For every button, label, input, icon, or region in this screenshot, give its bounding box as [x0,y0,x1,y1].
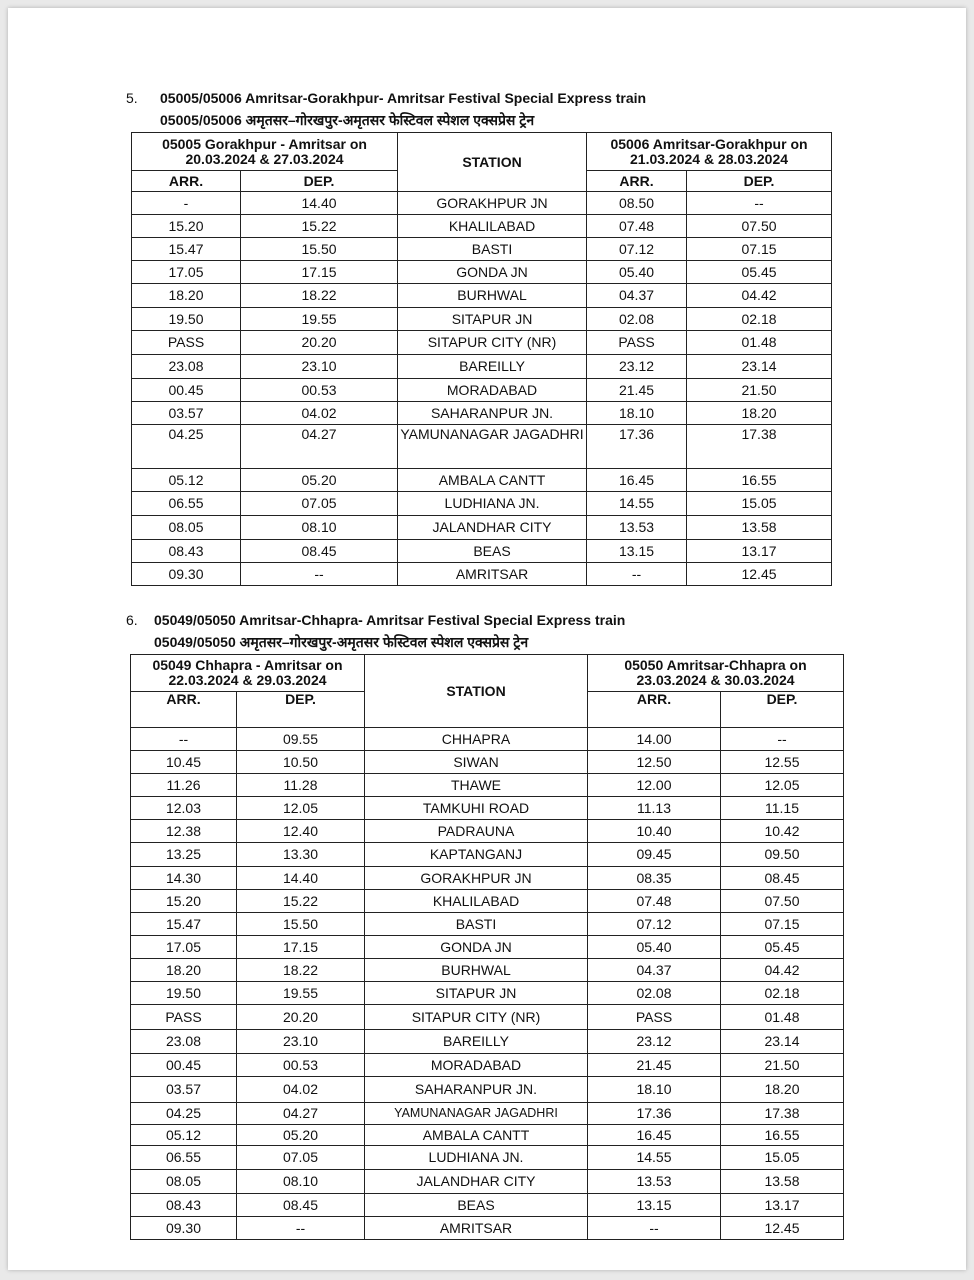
table-row [132,563,832,586]
table-header-row [132,133,832,171]
station-cell: GONDA JN [398,261,587,284]
section-title-text: 05049/05050 Amritsar-Chhapra- Amritsar Festival Special Express train [154,612,626,628]
dep-time-cell: 09.50 [721,843,844,867]
arr-time-cell: 05.12 [132,469,241,492]
arr-time-cell: 12.03 [131,797,237,820]
arr-header: ARR. [131,692,237,728]
arr-time-cell: 15.20 [132,215,241,238]
table-row [132,284,832,308]
table-row [131,728,844,751]
table-header-row [131,655,844,692]
arr-time-cell: PASS [588,1005,721,1030]
arr-time-cell: 15.20 [131,890,237,913]
station-cell: JALANDHAR CITY [398,516,587,540]
table-row [132,516,832,540]
dep-time-cell: -- [241,563,398,586]
dep-time-cell: 15.50 [241,238,398,261]
arr-time-cell: -- [588,1217,721,1240]
dep-time-cell: 17.15 [241,261,398,284]
table-row [132,469,832,492]
station-cell: BAREILLY [398,355,587,379]
right-train-header: 05050 Amritsar-Chhapra on 23.03.2024 & 30.03.2024 [588,655,844,692]
station-cell: SITAPUR CITY (NR) [398,331,587,355]
arr-time-cell: 19.50 [131,982,237,1005]
station-cell: KHALILABAD [398,215,587,238]
arr-time-cell: 05.40 [587,261,687,284]
dep-time-cell: 15.05 [721,1146,844,1170]
arr-time-cell: 13.25 [131,843,237,867]
station-cell: SITAPUR JN [398,308,587,331]
table-row [131,959,844,982]
dep-time-cell: 01.48 [721,1005,844,1030]
section-number: 5. [126,90,138,106]
arr-time-cell: 23.12 [588,1030,721,1054]
arr-time-cell: 05.12 [131,1125,237,1146]
dep-time-cell: 00.53 [241,379,398,402]
section-6-title [126,610,625,630]
dep-time-cell: 08.10 [241,516,398,540]
arr-time-cell: 08.43 [131,1194,237,1217]
dep-time-cell: 09.55 [237,728,365,751]
dep-time-cell: 12.55 [721,751,844,774]
dep-time-cell: 23.14 [687,355,832,379]
arr-time-cell: 03.57 [132,402,241,425]
arr-time-cell: 10.40 [588,820,721,843]
station-cell: YAMUNANAGAR JAGADHRI [365,1103,588,1125]
arr-time-cell: 16.45 [587,469,687,492]
dep-time-cell: 19.55 [241,308,398,331]
dep-time-cell: 04.27 [237,1103,365,1125]
arr-time-cell: 07.48 [587,215,687,238]
dep-time-cell: 18.20 [721,1077,844,1103]
dep-time-cell: 12.45 [721,1217,844,1240]
station-cell: PADRAUNA [365,820,588,843]
table-row [132,192,832,215]
table-row [132,308,832,331]
dep-time-cell: 07.50 [687,215,832,238]
station-cell: AMRITSAR [365,1217,588,1240]
station-cell: TAMKUHI ROAD [365,797,588,820]
station-cell: BEAS [398,540,587,563]
table-row [131,867,844,890]
dep-time-cell: 05.20 [241,469,398,492]
dep-time-cell: 23.14 [721,1030,844,1054]
section-number: 6. [126,612,138,628]
arr-time-cell: 21.45 [587,379,687,402]
dep-time-cell: 11.15 [721,797,844,820]
arr-time-cell: 11.13 [588,797,721,820]
station-cell: BASTI [365,913,588,936]
table-row [132,215,832,238]
arr-time-cell: 15.47 [131,913,237,936]
section-5-title [126,88,646,108]
dep-time-cell: 18.22 [241,284,398,308]
dep-time-cell: 15.50 [237,913,365,936]
dep-time-cell: 04.02 [241,402,398,425]
table-row [132,402,832,425]
arr-time-cell: 14.55 [587,492,687,516]
table-row [131,982,844,1005]
station-cell: GONDA JN [365,936,588,959]
dep-time-cell: 17.15 [237,936,365,959]
arr-time-cell: 00.45 [132,379,241,402]
arr-time-cell: 08.05 [131,1170,237,1194]
arr-time-cell: 21.45 [588,1054,721,1077]
dep-time-cell: 17.38 [687,425,832,469]
dep-time-cell: 14.40 [241,192,398,215]
arr-time-cell: 07.12 [587,238,687,261]
dep-time-cell: 10.42 [721,820,844,843]
station-cell: SITAPUR CITY (NR) [365,1005,588,1030]
arr-time-cell: 09.30 [131,1217,237,1240]
station-cell: LUDHIANA JN. [365,1146,588,1170]
dep-time-cell: -- [687,192,832,215]
station-cell: SIWAN [365,751,588,774]
section-title-text: 05005/05006 Amritsar-Gorakhpur- Amritsar Festival Special Express train [160,90,647,106]
dep-time-cell: 04.42 [687,284,832,308]
arr-time-cell: 12.00 [588,774,721,797]
dep-time-cell: 16.55 [687,469,832,492]
station-cell: BURHWAL [365,959,588,982]
table-row [132,331,832,355]
dep-time-cell: 04.02 [237,1077,365,1103]
station-cell: BURHWAL [398,284,587,308]
timetable-section-6 [130,654,844,1240]
dep-time-cell: 12.05 [237,797,365,820]
table-row [131,774,844,797]
arr-time-cell: 06.55 [131,1146,237,1170]
dep-time-cell: 07.05 [237,1146,365,1170]
arr-time-cell: 09.45 [588,843,721,867]
arr-time-cell: 00.45 [131,1054,237,1077]
station-cell: LUDHIANA JN. [398,492,587,516]
arr-time-cell: 18.20 [132,284,241,308]
dep-time-cell: 07.05 [241,492,398,516]
table-row [131,1054,844,1077]
station-cell: YAMUNANAGAR JAGADHRI [398,425,587,469]
dep-time-cell: 21.50 [721,1054,844,1077]
dep-time-cell: 15.22 [237,890,365,913]
table-row [131,936,844,959]
station-cell: BASTI [398,238,587,261]
arr-time-cell: 18.10 [588,1077,721,1103]
arr-time-cell: 04.37 [588,959,721,982]
table-row [132,492,832,516]
table-row [131,843,844,867]
dep-time-cell: 13.30 [237,843,365,867]
arr-time-cell: 13.53 [588,1170,721,1194]
dep-time-cell: 19.55 [237,982,365,1005]
dep-time-cell: 18.20 [687,402,832,425]
dep-time-cell: 01.48 [687,331,832,355]
arr-time-cell: 11.26 [131,774,237,797]
arr-time-cell: - [132,192,241,215]
dep-header: DEP. [237,692,365,728]
table-row [132,261,832,284]
arr-time-cell: 17.05 [132,261,241,284]
dep-time-cell: 20.20 [237,1005,365,1030]
dep-time-cell: 12.45 [687,563,832,586]
arr-time-cell: 06.55 [132,492,241,516]
table-row [131,1103,844,1125]
dep-time-cell: 07.50 [721,890,844,913]
dep-time-cell: 13.17 [687,540,832,563]
station-cell: SAHARANPUR JN. [365,1077,588,1103]
arr-time-cell: 03.57 [131,1077,237,1103]
arr-time-cell: 02.08 [588,982,721,1005]
arr-time-cell: 09.30 [132,563,241,586]
arr-header: ARR. [587,171,687,192]
station-header: STATION [365,655,588,728]
table-row [132,540,832,563]
station-cell: JALANDHAR CITY [365,1170,588,1194]
table-row [132,379,832,402]
station-cell: BEAS [365,1194,588,1217]
right-train-header: 05006 Amritsar-Gorakhpur on 21.03.2024 & 28.03.2024 [587,133,832,171]
table-row [131,1125,844,1146]
arr-time-cell: 17.05 [131,936,237,959]
arr-time-cell: 04.37 [587,284,687,308]
station-cell: AMBALA CANTT [398,469,587,492]
table-row [131,1005,844,1030]
arr-time-cell: 08.43 [132,540,241,563]
timetable-section-5 [131,132,832,586]
dep-time-cell: 12.40 [237,820,365,843]
dep-time-cell: 12.05 [721,774,844,797]
arr-time-cell: 14.00 [588,728,721,751]
table-row [131,1170,844,1194]
table-row [132,238,832,261]
dep-time-cell: 05.45 [721,936,844,959]
left-train-header: 05005 Gorakhpur - Amritsar on 20.03.2024 & 27.03.2024 [132,133,398,171]
arr-time-cell: 23.12 [587,355,687,379]
arr-time-cell: -- [131,728,237,751]
station-cell: MORADABAD [398,379,587,402]
table-row [131,913,844,936]
station-cell: AMBALA CANTT [365,1125,588,1146]
dep-time-cell: 08.10 [237,1170,365,1194]
dep-time-cell: 21.50 [687,379,832,402]
arr-time-cell: 16.45 [588,1125,721,1146]
dep-time-cell: 04.27 [241,425,398,469]
dep-time-cell: 23.10 [237,1030,365,1054]
dep-time-cell: 02.18 [721,982,844,1005]
dep-time-cell: 04.42 [721,959,844,982]
arr-time-cell: 14.30 [131,867,237,890]
arr-time-cell: PASS [132,331,241,355]
dep-time-cell: 02.18 [687,308,832,331]
station-cell: KAPTANGANJ [365,843,588,867]
table-row [131,890,844,913]
arr-time-cell: 14.55 [588,1146,721,1170]
arr-time-cell: 18.10 [587,402,687,425]
arr-time-cell: 17.36 [587,425,687,469]
station-cell: GORAKHPUR JN [365,867,588,890]
dep-header: DEP. [687,171,832,192]
table-row [131,1146,844,1170]
dep-time-cell: 13.58 [721,1170,844,1194]
station-cell: AMRITSAR [398,563,587,586]
arr-time-cell: 08.05 [132,516,241,540]
dep-time-cell: 13.17 [721,1194,844,1217]
dep-time-cell: 07.15 [687,238,832,261]
dep-header: DEP. [241,171,398,192]
dep-time-cell: 13.58 [687,516,832,540]
dep-time-cell: 08.45 [721,867,844,890]
table-row [131,1194,844,1217]
arr-time-cell: -- [587,563,687,586]
table-row [131,1077,844,1103]
dep-time-cell: 10.50 [237,751,365,774]
arr-time-cell: 08.35 [588,867,721,890]
table-row [131,797,844,820]
arr-time-cell: 02.08 [587,308,687,331]
arr-time-cell: 15.47 [132,238,241,261]
arr-time-cell: 10.45 [131,751,237,774]
section-5-hindi-title: 05005/05006 अमृतसर–गोरखपुर-अमृतसर फेस्टिवल स्पेशल एक्सप्रेस ट्रेन [160,112,535,128]
arr-time-cell: 17.36 [588,1103,721,1125]
arr-time-cell: 13.15 [587,540,687,563]
arr-time-cell: 07.12 [588,913,721,936]
document-page [8,8,966,1270]
dep-time-cell: 18.22 [237,959,365,982]
table-row [131,751,844,774]
dep-time-cell: 14.40 [237,867,365,890]
dep-time-cell: 08.45 [241,540,398,563]
arr-time-cell: 19.50 [132,308,241,331]
station-cell: MORADABAD [365,1054,588,1077]
table-row [132,425,832,469]
arr-time-cell: 18.20 [131,959,237,982]
arr-time-cell: 07.48 [588,890,721,913]
arr-time-cell: 05.40 [588,936,721,959]
arr-time-cell: PASS [131,1005,237,1030]
dep-time-cell: 08.45 [237,1194,365,1217]
table-row [131,820,844,843]
station-cell: KHALILABAD [365,890,588,913]
station-cell: THAWE [365,774,588,797]
dep-time-cell: 05.20 [237,1125,365,1146]
dep-time-cell: 07.15 [721,913,844,936]
dep-time-cell: 15.22 [241,215,398,238]
table-row [131,1217,844,1240]
station-cell: BAREILLY [365,1030,588,1054]
arr-time-cell: PASS [587,331,687,355]
dep-header: DEP. [721,692,844,728]
dep-time-cell: 15.05 [687,492,832,516]
arr-time-cell: 23.08 [131,1030,237,1054]
dep-time-cell: 17.38 [721,1103,844,1125]
arr-time-cell: 23.08 [132,355,241,379]
arr-time-cell: 12.38 [131,820,237,843]
station-cell: SITAPUR JN [365,982,588,1005]
station-cell: SAHARANPUR JN. [398,402,587,425]
station-header: STATION [398,133,587,192]
arr-time-cell: 04.25 [132,425,241,469]
section-6-hindi-title: 05049/05050 अमृतसर–गोरखपुर-अमृतसर फेस्टिवल स्पेशल एक्सप्रेस ट्रेन [154,634,529,650]
station-cell: CHHAPRA [365,728,588,751]
dep-time-cell: 23.10 [241,355,398,379]
dep-time-cell: -- [237,1217,365,1240]
left-train-header: 05049 Chhapra - Amritsar on 22.03.2024 & 29.03.2024 [131,655,365,692]
arr-time-cell: 13.53 [587,516,687,540]
dep-time-cell: 05.45 [687,261,832,284]
dep-time-cell: -- [721,728,844,751]
table-row [131,1030,844,1054]
dep-time-cell: 00.53 [237,1054,365,1077]
arr-time-cell: 08.50 [587,192,687,215]
dep-time-cell: 11.28 [237,774,365,797]
dep-time-cell: 16.55 [721,1125,844,1146]
arr-header: ARR. [132,171,241,192]
station-cell: GORAKHPUR JN [398,192,587,215]
arr-time-cell: 12.50 [588,751,721,774]
arr-header: ARR. [588,692,721,728]
table-row [132,355,832,379]
arr-time-cell: 13.15 [588,1194,721,1217]
dep-time-cell: 20.20 [241,331,398,355]
arr-time-cell: 04.25 [131,1103,237,1125]
